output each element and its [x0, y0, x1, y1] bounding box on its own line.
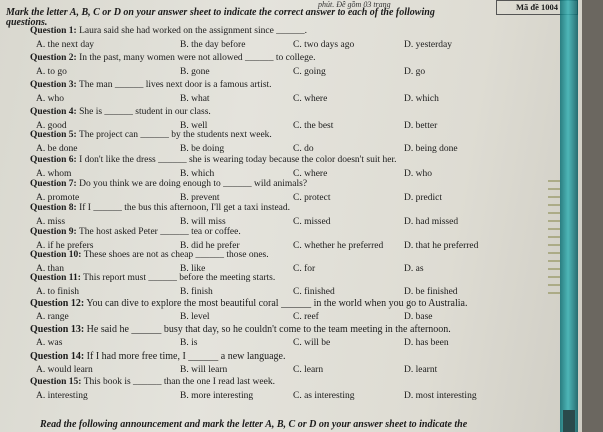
- option-c[interactable]: C. will be: [293, 338, 331, 348]
- question-number: Question 10:: [30, 250, 82, 260]
- option-c[interactable]: C. where: [293, 169, 328, 179]
- question-number: Question 6:: [30, 155, 77, 165]
- option-b[interactable]: B. prevent: [180, 193, 220, 203]
- question-number: Question 4:: [30, 107, 77, 117]
- option-a[interactable]: A. if he prefers: [36, 241, 94, 251]
- option-c[interactable]: C. do: [293, 144, 314, 154]
- question-text: The host asked Peter ______ tea or coffee.: [78, 227, 241, 237]
- question-number: Question 14:: [30, 351, 85, 362]
- option-c[interactable]: C. missed: [293, 217, 331, 227]
- question-number: Question 3:: [30, 80, 77, 90]
- question-stem: [30, 203, 290, 213]
- question-text: If I ______ the bus this afternoon, I'll get a taxi instead.: [79, 203, 291, 213]
- option-a[interactable]: A. interesting: [36, 391, 88, 401]
- option-a[interactable]: A. to finish: [36, 287, 80, 297]
- option-b[interactable]: B. did he prefer: [180, 241, 240, 251]
- option-d[interactable]: D. predict: [404, 193, 442, 203]
- option-b[interactable]: B. level: [180, 312, 210, 322]
- question-stem: [30, 26, 307, 36]
- option-c[interactable]: C. protect: [293, 193, 331, 203]
- option-a[interactable]: A. was: [36, 338, 63, 348]
- question-stem: [30, 298, 467, 309]
- option-a[interactable]: A. miss: [36, 217, 66, 227]
- pen-tip: [563, 410, 575, 432]
- question-stem: [30, 227, 241, 237]
- instructions-line-1: Mark the letter A, B, C or D on your answer sheet to indicate the correct answer to each of the following: [6, 7, 435, 18]
- option-a[interactable]: A. the next day: [36, 40, 95, 50]
- question-stem: [30, 130, 272, 140]
- question-stem: [30, 155, 396, 165]
- option-b[interactable]: B. finish: [180, 287, 213, 297]
- option-d[interactable]: D. yesterday: [404, 40, 453, 50]
- question-number: Question 8:: [30, 203, 77, 213]
- page-count-note: phút. Đề gồm 03 trang: [318, 0, 391, 9]
- option-d[interactable]: D. that he preferred: [404, 241, 479, 251]
- question-text: This book is ______ than the one I read last week.: [83, 377, 275, 387]
- option-b[interactable]: B. will miss: [180, 217, 226, 227]
- question-stem: [30, 179, 307, 189]
- option-d[interactable]: D. most interesting: [404, 391, 477, 401]
- option-d[interactable]: D. be finished: [404, 287, 458, 297]
- option-c[interactable]: C. whether he preferred: [293, 241, 384, 251]
- question-stem: [30, 80, 272, 90]
- option-b[interactable]: B. the day before: [180, 40, 246, 50]
- question-number: Question 2:: [30, 53, 77, 63]
- option-d[interactable]: D. which: [404, 94, 439, 104]
- option-b[interactable]: B. be doing: [180, 144, 225, 154]
- option-c[interactable]: C. for: [293, 264, 316, 274]
- option-a[interactable]: A. be done: [36, 144, 78, 154]
- question-15: [0, 377, 582, 417]
- question-text: Laura said she had worked on the assignment since ______.: [79, 26, 308, 36]
- option-b[interactable]: B. more interesting: [180, 391, 254, 401]
- option-d[interactable]: D. better: [404, 121, 438, 131]
- question-number: Question 5:: [30, 130, 77, 140]
- question-number: Question 15:: [30, 377, 82, 387]
- option-a[interactable]: A. range: [36, 312, 69, 322]
- question-text: He said he ______ busy that day, so he couldn't come to the team meeting in the afternoon.: [86, 324, 451, 335]
- option-a[interactable]: A. good: [36, 121, 67, 131]
- option-a[interactable]: A. than: [36, 264, 64, 274]
- question-stem: [30, 351, 285, 362]
- question-text: In the past, many women were not allowed ______ to college.: [79, 53, 316, 63]
- option-a[interactable]: A. to go: [36, 67, 67, 77]
- instructions-line-2: questions.: [6, 17, 48, 28]
- question-stem: [30, 250, 269, 260]
- question-text: These shoes are not as cheap ______ those ones.: [83, 250, 269, 260]
- question-number: Question 11:: [30, 273, 81, 283]
- option-a[interactable]: A. who: [36, 94, 64, 104]
- option-d[interactable]: D. being done: [404, 144, 458, 154]
- question-stem: [30, 53, 315, 63]
- option-c[interactable]: C. going: [293, 67, 326, 77]
- option-a[interactable]: A. whom: [36, 169, 72, 179]
- option-c[interactable]: C. reef: [293, 312, 319, 322]
- question-text: Do you think we are doing enough to ______ wild animals?: [79, 179, 308, 189]
- option-d[interactable]: D. base: [404, 312, 433, 322]
- option-b[interactable]: B. which: [180, 169, 215, 179]
- question-stem: [30, 273, 275, 283]
- question-stem: [30, 107, 211, 117]
- option-c[interactable]: C. as interesting: [293, 391, 355, 401]
- option-d[interactable]: D. as: [404, 264, 424, 274]
- option-d[interactable]: D. has been: [404, 338, 449, 348]
- option-a[interactable]: A. promote: [36, 193, 80, 203]
- option-d[interactable]: D. who: [404, 169, 432, 179]
- option-d[interactable]: D. had missed: [404, 217, 459, 227]
- question-number: Question 7:: [30, 179, 77, 189]
- question-number: Question 9:: [30, 227, 77, 237]
- option-c[interactable]: C. two days ago: [293, 40, 355, 50]
- question-text: The project can ______ by the students next week.: [78, 130, 272, 140]
- option-c[interactable]: C. the best: [293, 121, 334, 131]
- option-c[interactable]: C. learn: [293, 365, 324, 375]
- question-number: Question 13:: [30, 324, 85, 335]
- instructions-footer: Read the following announcement and mark the letter A, B, C or D on your answer sheet to indicate the: [40, 419, 468, 430]
- question-text: This report must ______ before the meeting starts.: [83, 273, 276, 283]
- question-stem: [30, 377, 275, 387]
- option-d[interactable]: D. go: [404, 67, 426, 77]
- ruler-edge: [548, 180, 560, 300]
- option-c[interactable]: C. finished: [293, 287, 335, 297]
- pen-body: [560, 0, 578, 432]
- option-b[interactable]: B. like: [180, 264, 206, 274]
- question-number: Question 1:: [30, 26, 77, 36]
- question-text: She is ______ student in our class.: [79, 107, 211, 117]
- exam-code-box: Mã đề 1004: [496, 0, 578, 15]
- question-text: If I had more free time, I ______ a new language.: [86, 351, 286, 362]
- question-stem: [30, 324, 451, 335]
- question-number: Question 12:: [30, 298, 85, 309]
- option-b[interactable]: B. what: [180, 94, 210, 104]
- option-a[interactable]: A. would learn: [36, 365, 93, 375]
- option-b[interactable]: B. gone: [180, 67, 210, 77]
- question-text: You can dive to explore the most beautiful coral ______ in the world when you go to Australia.: [86, 298, 468, 309]
- option-b[interactable]: B. well: [180, 121, 208, 131]
- option-c[interactable]: C. where: [293, 94, 328, 104]
- question-text: The man ______ lives next door is a famous artist.: [78, 80, 272, 90]
- option-b[interactable]: B. will learn: [180, 365, 228, 375]
- question-text: I don't like the dress ______ she is wearing today because the color doesn't suit her.: [79, 155, 397, 165]
- option-d[interactable]: D. learnt: [404, 365, 438, 375]
- option-b[interactable]: B. is: [180, 338, 198, 348]
